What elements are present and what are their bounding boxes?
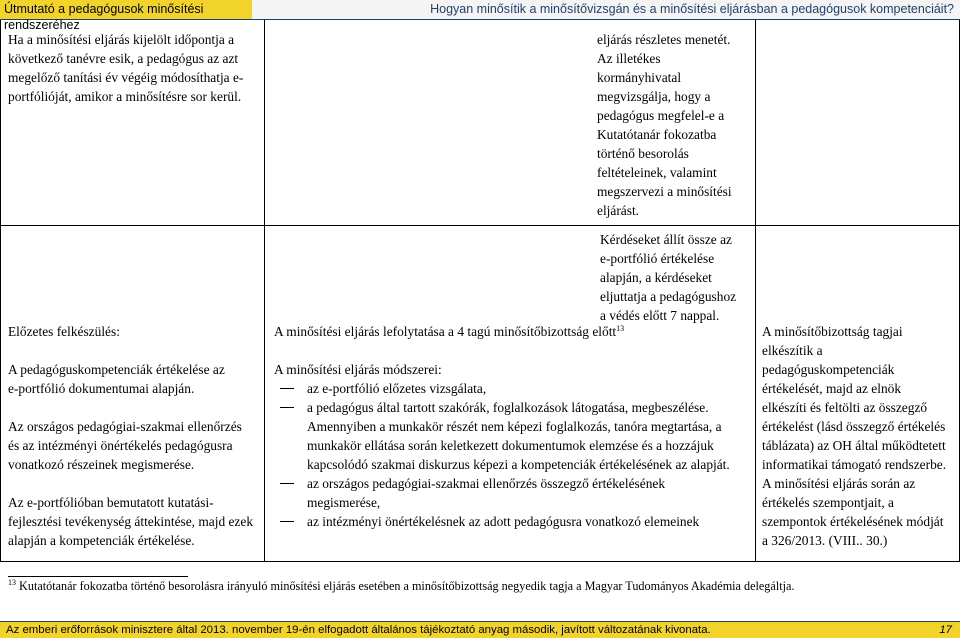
text-line: Ha a minősítési eljárás kijelölt időpontja a (8, 32, 235, 47)
text-line: A minősítőbizottság tagjai (762, 324, 903, 339)
procedure-intro: A minősítési eljárás lefolytatása a 4 tagú minősítőbizottság előtt$^{13}$ (274, 324, 625, 339)
row1-col2-cell (597, 30, 753, 220)
table-border-bottom (0, 561, 960, 562)
table-column-divider-1 (264, 20, 265, 561)
text-line: Az illetékes (597, 51, 661, 66)
text-line: és az intézményi önértékelés pedagógusra (8, 438, 233, 453)
header-right-title: Hogyan minősítik a minősítővizsgán és a minősítési eljárásban a pedagógusok kompetenciáit? (252, 0, 960, 19)
text-line: kormányhivatal (597, 70, 682, 85)
row2-col3-cell (762, 322, 958, 550)
text-line: elkészítik a (762, 343, 823, 358)
methods-heading: A minősítési eljárás módszerei: (274, 362, 442, 377)
text-line: az országos pedagógiai-szakmai ellenőrzés összegző értékelésének (307, 476, 666, 491)
text-line: A pedagóguskompetenciák értékelése az (8, 362, 225, 377)
list-item (274, 379, 752, 398)
text-line: munkakör ellátása során keletkezett dokumentumok elemzése és a hozzájuk (307, 438, 714, 453)
preparation-heading: Előzetes felkészülés: (8, 324, 120, 339)
text-line: értékelést (lásd összegző értékelés (762, 419, 946, 434)
text-line: e-portfólió dokumentumai alapján. (8, 381, 195, 396)
text-line: a pedagógus által tartott szakórák, foglalkozások látogatása, megbeszélése. (307, 400, 709, 415)
text-line: portfólióját, amikor a minősítésre sor kerül. (8, 89, 242, 104)
dash-bullet-icon (280, 407, 294, 408)
footnote-separator (8, 576, 188, 577)
dash-bullet-icon (280, 483, 294, 484)
table-column-divider-2 (755, 20, 756, 561)
preparation-paragraphs (8, 341, 260, 550)
text-line: megelőző tanítási év végéig módosíthatja e- (8, 70, 244, 85)
table-border-left (0, 20, 1, 561)
text-line: a 326/2013. (VIII.. 30.) (762, 533, 888, 548)
text-line: elkészíti és feltölti az összegző (762, 400, 928, 415)
text-line: megismerése, (307, 495, 381, 510)
paragraph (8, 417, 260, 474)
text-line: eljárás részletes menetét. (597, 32, 731, 47)
text-line: értékelését, majd az elnök (762, 381, 902, 396)
page-number: 17 (939, 624, 952, 636)
text-line: pedagóguskompetenciák (762, 362, 895, 377)
running-footer (0, 621, 960, 638)
row1-col2-text (597, 30, 753, 220)
footnote-text: Kutatótanár fokozatba történő besorolásra irányuló minősítési eljárás esetében a minősítőbizottság negyedik tagja a Magyar Tudományos Akadémia delegáltja. (19, 579, 795, 593)
dash-bullet-icon (280, 521, 294, 522)
dash-bullet-icon (280, 388, 294, 389)
text-line: alapján, a kérdéseket (600, 270, 712, 285)
text-line: az e-portfólió előzetes vizsgálata, (307, 381, 487, 396)
text-line: Kérdéseket állít össze az (600, 232, 732, 247)
footnote-ref: 13 (616, 324, 625, 333)
row1-col1-cell (8, 30, 260, 106)
text-line: szempontok értékelésének módját (762, 514, 944, 529)
running-header (0, 0, 960, 32)
table-row-divider (0, 225, 960, 226)
text-line: fejlesztési tevékenység áttekintése, majd ezek (8, 514, 254, 529)
text-line: értékelés szempontjait, a (762, 495, 894, 510)
text-line: e-portfólió értékelése (600, 251, 715, 266)
text-line: következő tanévre esik, a pedagógus az azt (8, 51, 239, 66)
row1-col1-text (8, 30, 260, 106)
row2-col1-cell (8, 322, 260, 550)
text-line: Amennyiben a munkakör részét nem képezi foglalkozás, tanóra megtartása, a (307, 419, 722, 434)
footnote (8, 578, 948, 595)
text-line: pedagógus megfelel-e a (597, 108, 725, 123)
list-item (274, 512, 752, 531)
text-line: A minősítési eljárás során az (762, 476, 916, 491)
text-line: Az e-portfólióban bemutatott kutatási- (8, 495, 214, 510)
row2-col2-cell (274, 322, 752, 531)
text-line: megvizsgálja, hogy a (597, 89, 711, 104)
text-line: kapcsolódó szakmai diskurzus képezi a kompetenciák értékelésének az alapját. (307, 457, 730, 472)
paragraph (8, 493, 260, 550)
text-line: eljárást. (597, 203, 640, 218)
row2-questions-cell (600, 230, 753, 325)
text-line: eljuttatja a pedagógushoz (600, 289, 737, 304)
paragraph (8, 360, 260, 398)
text-line: Kutatótanár fokozatba (597, 127, 717, 142)
text-line: táblázata) az OH által működtetett (762, 438, 946, 453)
text-line: Az országos pedagógiai-szakmai ellenőrzés (8, 419, 242, 434)
text-line: informatikai támogató rendszerbe. (762, 457, 947, 472)
footnote-number: 13 (8, 578, 16, 587)
list-item (274, 474, 752, 512)
methods-list (274, 379, 752, 531)
text-line: a védés előtt 7 nappal. (600, 308, 720, 323)
text-line: megszervezi a minősítési (597, 184, 732, 199)
text-line: alapján a kompetenciák értékelése. (8, 533, 195, 548)
committee-text (762, 322, 958, 550)
header-left-title: Útmutató a pedagógusok minősítési rendszeréhez (0, 0, 252, 19)
text-line: történő besorolás (597, 146, 689, 161)
text-line: feltételeinek, valamint (597, 165, 717, 180)
text-line: vonatkozó részeinek megismerése. (8, 457, 195, 472)
questions-text (600, 230, 753, 325)
list-item (274, 398, 752, 474)
footer-text: Az emberi erőforrások minisztere által 2013. november 19-én elfogadott általános tájékoztató anyag második, javított változatának kivonata. (6, 624, 711, 636)
text-line: az intézményi önértékelésnek az adott pedagógusra vonatkozó elemeinek (307, 514, 700, 529)
